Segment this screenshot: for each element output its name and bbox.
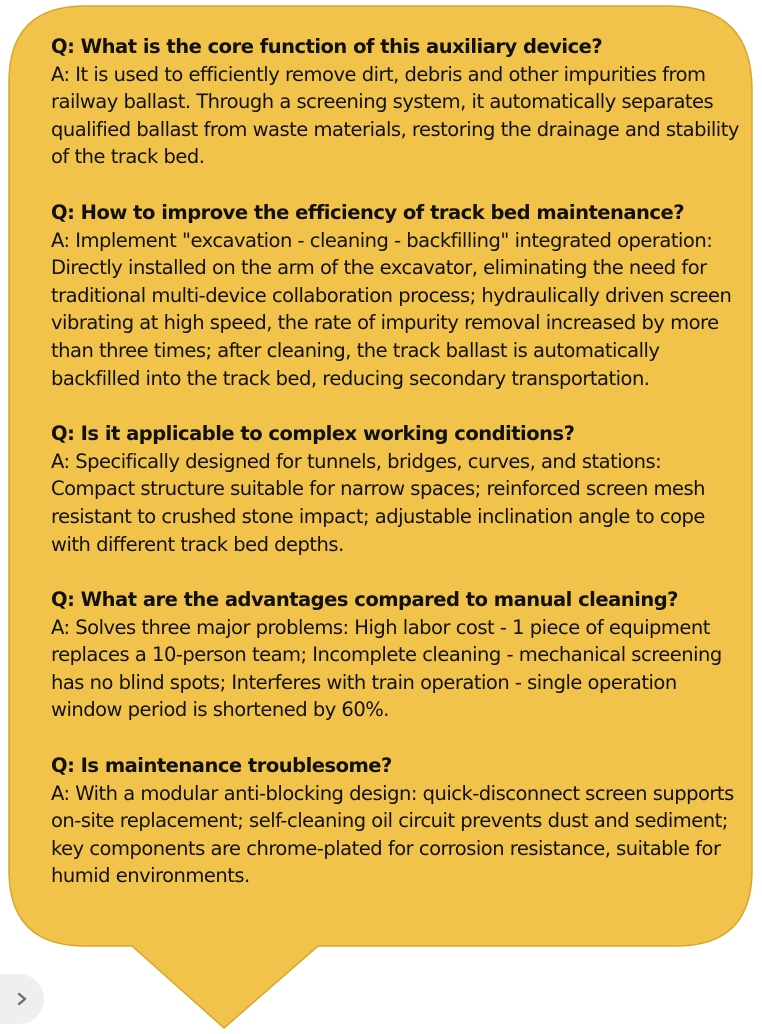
faq-question: Q: How to improve the efficiency of track bed maintenance? [51, 200, 685, 224]
faq-question: Q: Is it applicable to complex working conditions? [51, 422, 575, 446]
faq-list [51, 33, 741, 918]
faq-item [51, 752, 741, 890]
faq-item [51, 33, 741, 171]
faq-answer: A: With a modular anti-blocking design: quick-disconnect screen supports on-site replacement; self-cleaning oil circuit prevents dust and sediment; key components are chrome-plated for corrosion resistance, suitable for humid environments. [51, 781, 734, 888]
faq-item [51, 420, 741, 558]
faq-answer: A: Solves three major problems: High labor cost - 1 piece of equipment replaces a 10-person team; Incomplete cleaning - mechanical screening has no blind spots; Interferes with train operation - single operation window period is shortened by 60%. [51, 615, 722, 722]
faq-answer: A: Specifically designed for tunnels, bridges, curves, and stations: Compact structure suitable for narrow spaces; reinforced screen mesh resistant to crushed stone impact; adjustable inclination angle to cope with different track bed depths. [51, 449, 706, 556]
faq-question: Q: What is the core function of this auxiliary device? [51, 35, 603, 58]
faq-item [51, 586, 741, 724]
faq-answer: A: It is used to efficiently remove dirt, debris and other impurities from railway ballast. Through a screening system, it automatically separates qualified ballast from waste materials, restoring the drainage and stability of the track bed. [51, 62, 739, 169]
chevron-right-icon [15, 992, 29, 1006]
faq-answer: A: Implement "excavation - cleaning - backfilling" integrated operation: Directly installed on the arm of the excavator, eliminating the need for traditional multi-device collaboration process; hydraulically driven screen vibrating at high speed, the rate of impurity removal increased by more than three times; after cleaning, the track ballast is automatically backfilled into the track bed, reducing secondary transportation. [51, 228, 732, 390]
faq-item [51, 199, 741, 392]
faq-question: Q: What are the advantages compared to manual cleaning? [51, 588, 678, 612]
faq-question: Q: Is maintenance troublesome? [51, 754, 392, 778]
